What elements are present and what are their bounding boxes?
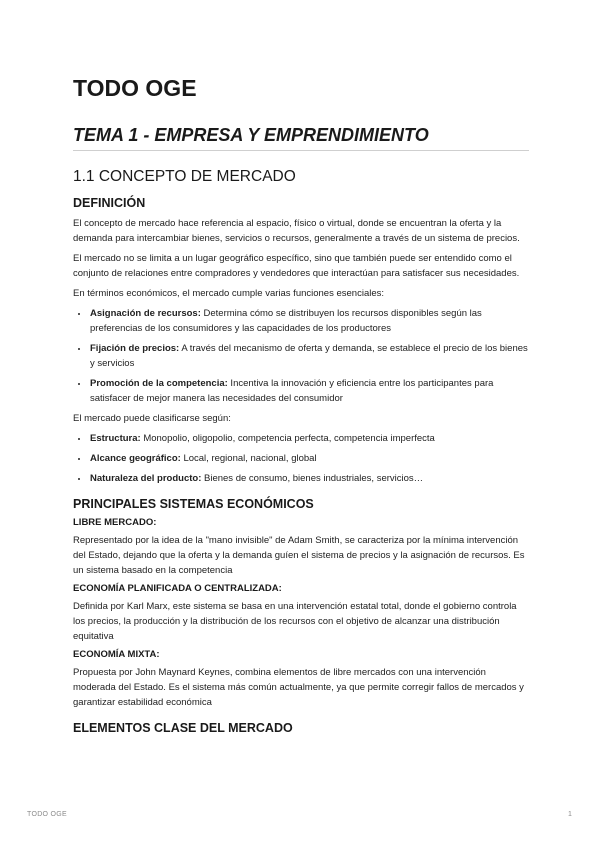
list-item-text: Monopolio, oligopolio, competencia perfecta, competencia imperfecta [140, 433, 435, 444]
list-item [89, 451, 529, 466]
list-item [89, 341, 529, 371]
list-item-label: Fijación de precios: [90, 343, 180, 354]
economia-planificada-heading: ECONOMÍA PLANIFICADA O CENTRALIZADA: [73, 583, 282, 594]
list-item-text: Incentiva la innovación y eficiencia entre los participantes para satisfacer de mejor manera las necesidades del consumidor [90, 378, 494, 404]
list-item [89, 376, 529, 406]
list-item-text: Determina cómo se distribuyen los recursos disponibles según las preferencias de los consumidores y las capacidades de los productores [90, 308, 482, 334]
libre-mercado-text: Representado por la idea de la "mano invisible" de Adam Smith, se caracteriza por la mínima intervención del Estado, dejando que la oferta y la demanda guíen el sistema de precios y la asignación de recursos. Es un sistema basado en la competencia [73, 535, 525, 576]
list-item-label: Estructura: [90, 433, 141, 444]
sistemas-heading: PRINCIPALES SISTEMAS ECONÓMICOS [73, 497, 314, 511]
footer-document-title: TODO OGE [27, 811, 67, 818]
section-title: 1.1 CONCEPTO DE MERCADO [73, 168, 296, 185]
page-content [73, 74, 529, 741]
list-item [89, 431, 529, 446]
list-item [89, 471, 529, 486]
definicion-paragraph-1: El concepto de mercado hace referencia al espacio, físico o virtual, donde se encuentran la oferta y la demanda para intercambiar bienes, servicios o recursos, generalmente a través de un sistema de precios. [73, 218, 520, 244]
list-item-label: Naturaleza del producto: [90, 473, 202, 484]
elementos-heading: ELEMENTOS CLASE DEL MERCADO [73, 721, 293, 735]
tema-title: TEMA 1 - EMPRESA Y EMPRENDIMIENTO [73, 124, 529, 151]
funciones-list [73, 306, 529, 406]
definicion-paragraph-2: El mercado no se limita a un lugar geográfico específico, sino que también puede ser entendido como el conjunto de relaciones entre compradores y vendedores que interactúan para satisfacer sus necesidades. [73, 253, 520, 279]
list-item-label: Promoción de la competencia: [90, 378, 228, 389]
list-item-label: Alcance geográfico: [90, 453, 181, 464]
economia-mixta-text: Propuesta por John Maynard Keynes, combina elementos de libre mercados con una intervención moderada del Estado. Es el sistema más común actualmente, ya que permite corregir fallos de mercados y garantizar estabilidad económica [73, 667, 524, 708]
definicion-paragraph-4: El mercado puede clasificarse según: [73, 413, 231, 424]
libre-mercado-heading: LIBRE MERCADO: [73, 517, 157, 528]
footer-page-number: 1 [568, 811, 572, 818]
document-title: TODO OGE [73, 75, 197, 101]
list-item-text: A través del mecanismo de oferta y demanda, se establece el precio de los bienes y servicios [90, 343, 528, 369]
list-item [89, 306, 529, 336]
definicion-paragraph-3: En términos económicos, el mercado cumple varias funciones esenciales: [73, 288, 385, 299]
list-item-text: Bienes de consumo, bienes industriales, servicios… [201, 473, 424, 484]
list-item-label: Asignación de recursos: [90, 308, 201, 319]
definicion-heading: DEFINICIÓN [73, 196, 146, 210]
list-item-text: Local, regional, nacional, global [180, 453, 317, 464]
economia-mixta-heading: ECONOMÍA MIXTA: [73, 649, 160, 660]
clasificacion-list [73, 431, 529, 486]
economia-planificada-text: Definida por Karl Marx, este sistema se basa en una intervención estatal total, donde el gobierno controla los precios, la producción y la distribución de los recursos con el objetivo de alcanzar una distribución equitativa [73, 601, 517, 642]
